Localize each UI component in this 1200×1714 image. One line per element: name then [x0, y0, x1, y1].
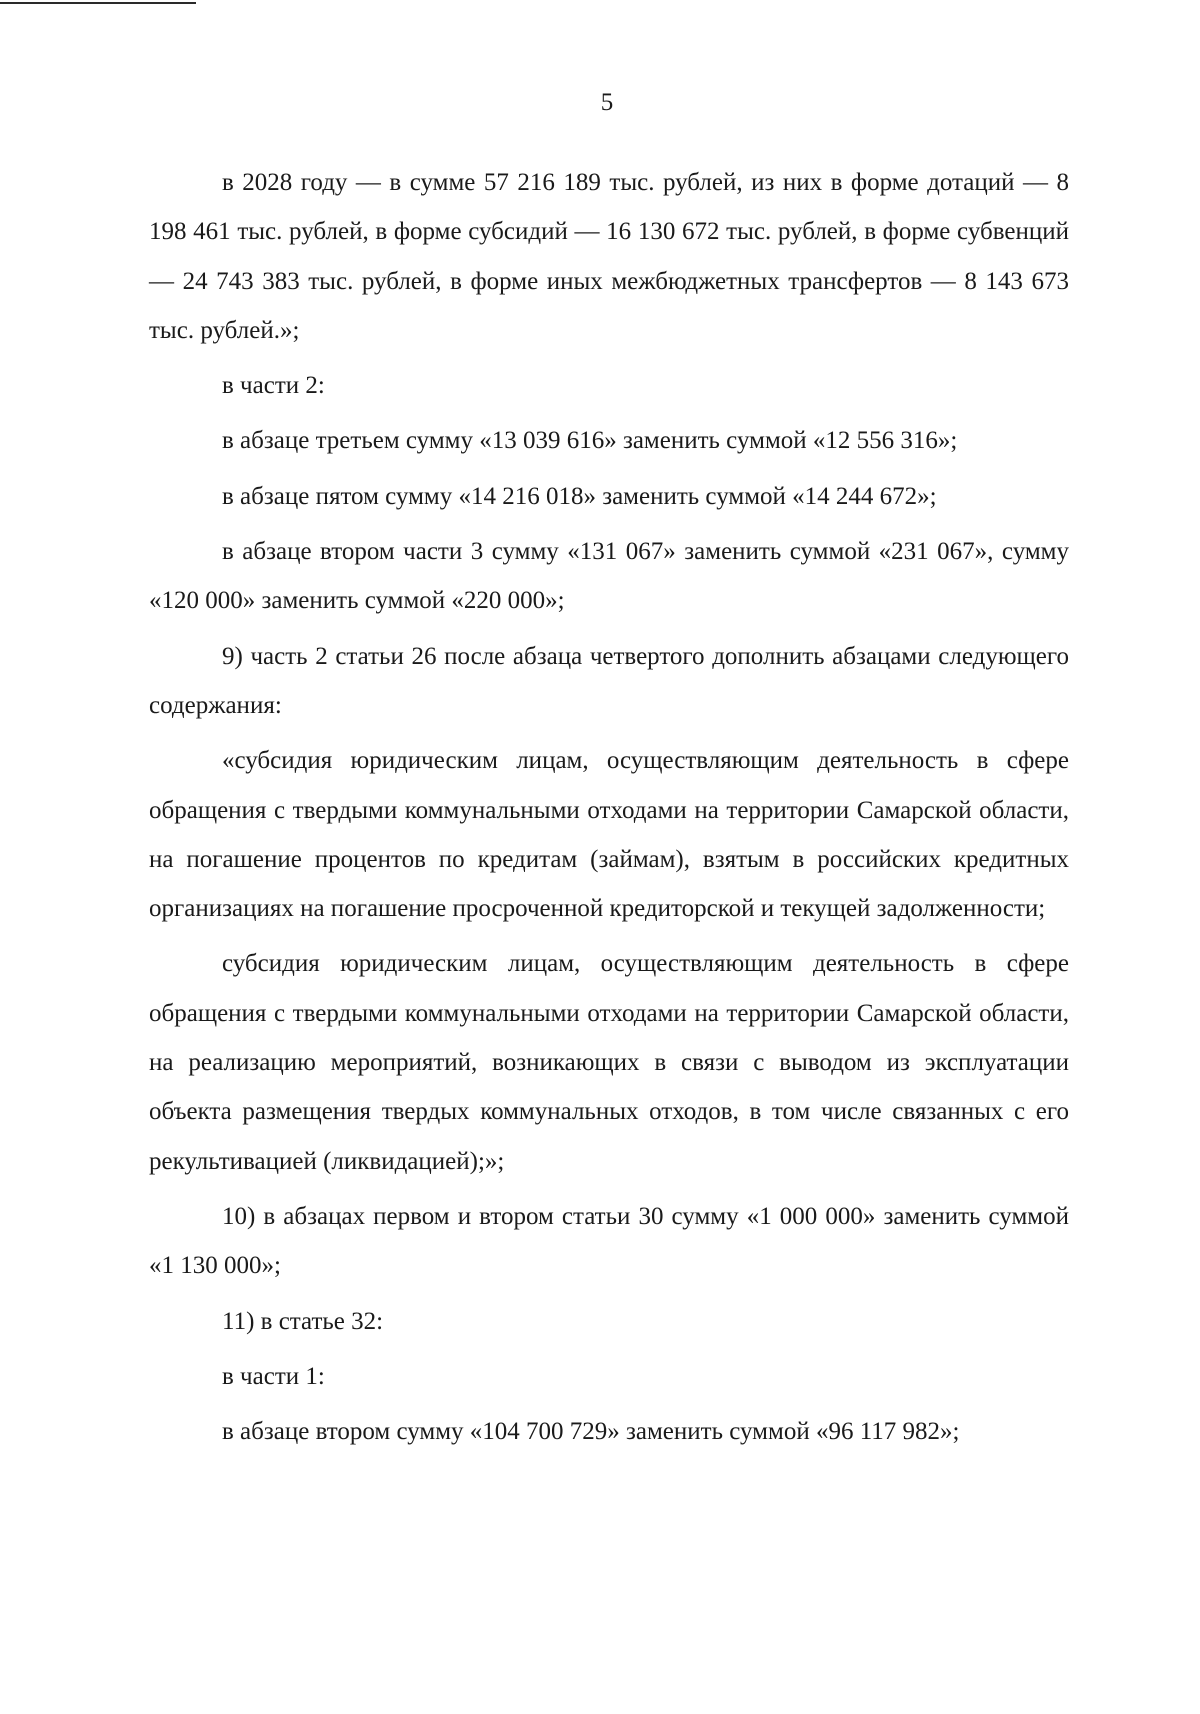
paragraph-item-11: 11) в статье 32:	[222, 1307, 384, 1335]
paragraph-part-3: в абзаце втором части 3 сумму «131 067» заменить суммой «231 067», сумму «120 000» заменить суммой «220 000»;	[149, 538, 1069, 615]
paragraph-fifth-abzac: в абзаце пятом сумму «14 216 018» заменить суммой «14 244 672»;	[222, 482, 937, 510]
paragraph-item-10: 10) в абзацах первом и втором статьи 30 сумму «1 000 000» заменить суммой «1 130 000»;	[149, 1202, 1069, 1280]
paragraph-2028-transfers: в 2028 году — в сумме 57 216 189 тыс. рублей, из них в форме дотаций — 8 198 461 тыс. рублей, в форме субсидий — 16 130 672 тыс. рублей, в форме субвенций — 24 743 383 тыс. рублей, в форме иных межбюджетных трансфертов — 8 143 673 тыс. рублей.»;	[149, 169, 1069, 344]
paragraph-part-1-heading: в части 1:	[222, 1362, 325, 1390]
page-number: 5	[600, 89, 614, 116]
paragraph-subsidy-reclamation: субсидия юридическим лицам, осуществляющим деятельность в сфере обращения с твердыми коммунальными отходами на территории Самарской области, на реализацию мероприятий, возникающих в связи с выводом из эксплуатации объекта размещения твердых коммунальных отходов, в том числе связанных с его рекультивацией (ликвидацией);»;	[149, 950, 1069, 1175]
paragraph-part-2-heading: в части 2:	[222, 372, 325, 400]
paragraph-subsidy-interest: «субсидия юридическим лицам, осуществляющим деятельность в сфере обращения с твердыми коммунальными отходами на территории Самарской области, на погашение процентов по кредитам (займам), взятым в российских кредитных организациях на погашение просроченной кредиторской и текущей задолженности;	[149, 747, 1069, 923]
document-body	[149, 158, 1069, 1456]
paragraph-third-abzac: в абзаце третьем сумму «13 039 616» заменить суммой «12 556 316»;	[222, 427, 958, 455]
paragraph-item-9: 9) часть 2 статьи 26 после абзаца четвертого дополнить абзацами следующего содержания:	[149, 642, 1069, 719]
paragraph-second-abzac: в абзаце втором сумму «104 700 729» заменить суммой «96 117 982»;	[222, 1418, 960, 1446]
scan-edge-line	[0, 2, 196, 4]
